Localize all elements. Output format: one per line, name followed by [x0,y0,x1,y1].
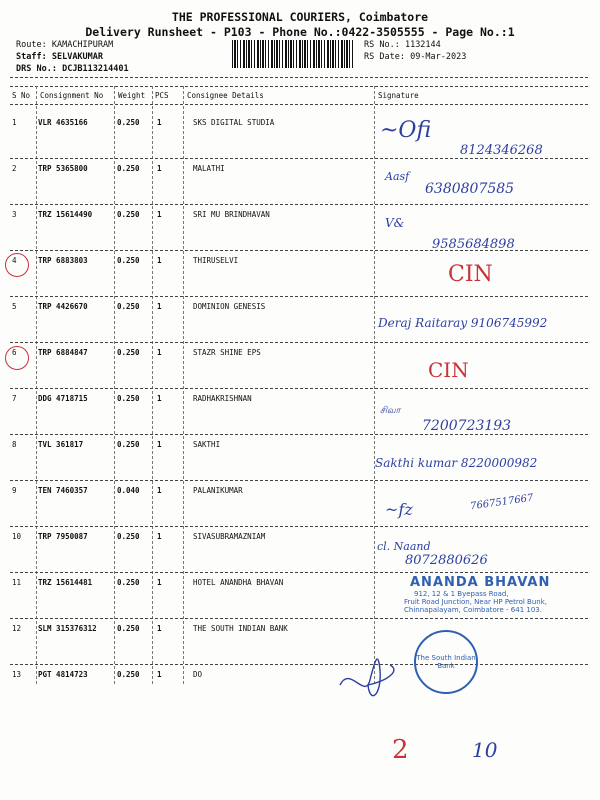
row-sno: 6 [12,348,17,357]
row-weight: 0.250 [117,348,140,357]
signature-10: cl. Naand [377,540,431,553]
col-header-weight: Weight [118,91,146,100]
rs-no-line: RS No.: 1132144 [364,40,441,50]
col-divider [374,86,375,684]
signature-1: ~Ofi [380,118,432,143]
row-weight: 0.250 [117,164,140,173]
handwritten-phone-10: 8072880626 [405,553,488,568]
row-consignment: DDG 4718715 [38,394,88,403]
col-header-consignee: Consignee Details [187,91,264,100]
header-rule [10,104,588,105]
row-weight: 0.250 [117,670,140,679]
handwritten-phone-9: 7667517667 [469,492,535,513]
row-pcs: 1 [157,486,162,495]
row-consignment: PGT 4814723 [38,670,88,679]
row-pcs: 1 [157,118,162,127]
row-pcs: 1 [157,624,162,633]
row-consignment: TVL 361817 [38,440,84,449]
row-consignee: SIVASUBRAMAZNIAM [193,532,266,541]
row-separator [10,204,588,205]
company-title: THE PROFESSIONAL COURIERS, Coimbatore [171,10,429,24]
row-consignment: TRZ 15614481 [38,578,93,587]
col-header-consignment: Consignment No [40,91,104,100]
row-separator [10,158,588,159]
row-consignment: SLM 315376312 [38,624,97,633]
route-line: Route: KAMACHIPURAM [16,40,114,50]
row-consignment: TEN 7460357 [38,486,88,495]
row-weight: 0.040 [117,486,140,495]
handwritten-phone-1: 8124346268 [460,143,543,158]
barcode [232,40,354,68]
row-pcs: 1 [157,670,162,679]
row-consignment: TRP 6884847 [38,348,88,357]
staff-line: Staff: SELVAKUMAR [16,52,104,62]
row-weight: 0.250 [117,210,140,219]
rs-date-line: RS Date: 09-Mar-2023 [364,52,467,62]
row-consignee: DO [193,670,203,679]
row-weight: 0.250 [117,624,140,633]
row-weight: 0.250 [117,578,140,587]
row-pcs: 1 [157,302,162,311]
row-consignee: RADHAKRISHNAN [193,394,252,403]
row-pcs: 1 [157,532,162,541]
handwritten-sign-8: Sakthi kumar 8220000982 [375,456,538,470]
row-separator [10,526,588,527]
row-sno: 8 [12,440,17,449]
row-consignee: MALATHI [193,164,225,173]
footer-mark-left: 2 [392,735,409,765]
row-separator [10,388,588,389]
cin-mark-4: CIN [448,262,493,287]
row-consignee: SAKTHI [193,440,221,449]
col-divider [36,86,37,684]
row-separator [10,480,588,481]
col-divider [183,86,184,684]
signature-3: V& [385,216,405,230]
row-separator [10,434,588,435]
row-separator [10,572,588,573]
row-sno: 9 [12,486,17,495]
row-separator [10,296,588,297]
handwritten-sign-5: Deraj Raitaray 9106745992 [378,316,548,330]
table-top-rule [10,77,588,78]
row-sno: 4 [12,256,17,265]
row-sno: 11 [12,578,22,587]
row-consignee: HOTEL ANANDHA BHAVAN [193,578,284,587]
row-separator [10,664,588,665]
signature-2: Aasf [385,170,410,183]
runsheet-title: Delivery Runsheet - P103 - Phone No.:0422-3505555 - Page No.:1 [85,25,515,39]
row-consignee: DOMINION GENESIS [193,302,266,311]
row-separator [10,342,588,343]
company-stamp: ANANDA BHAVAN 912, 12 & 1 Byepass Road, Fruit Road Junction, Near HP Petrol Bunk, Chinnapalayam, Coimbatore - 641 103. [404,575,551,614]
col-header-pcs: PCS [155,91,169,100]
table-rule [10,86,588,87]
row-consignment: TRP 7950087 [38,532,88,541]
row-sno: 2 [12,164,17,173]
red-circle-mark [5,253,29,277]
col-header-sno: S No [12,91,31,100]
row-consignee: SRI MU BRINDHAVAN [193,210,270,219]
red-circle-mark [5,346,29,370]
cin-mark-6: CIN [428,358,469,382]
row-sno: 5 [12,302,17,311]
row-sno: 12 [12,624,22,633]
row-weight: 0.250 [117,256,140,265]
row-sno: 13 [12,670,22,679]
col-divider [114,86,115,684]
row-weight: 0.250 [117,118,140,127]
signature-7: சிவா [380,406,401,416]
handwritten-phone-2: 6380807585 [425,181,515,197]
row-consignment: TRP 4426670 [38,302,88,311]
col-divider [152,86,153,684]
row-consignment: VLR 4635166 [38,118,88,127]
row-pcs: 1 [157,440,162,449]
row-consignment: TRP 6883803 [38,256,88,265]
footer-mark-right: 10 [472,738,498,762]
row-weight: 0.250 [117,532,140,541]
row-weight: 0.250 [117,440,140,449]
row-weight: 0.250 [117,394,140,403]
row-sno: 3 [12,210,17,219]
row-consignee: SKS DIGITAL STUDIA [193,118,275,127]
signature-9: ~fz [385,500,413,519]
bank-seal: The South Indian Bank [414,630,478,694]
row-pcs: 1 [157,348,162,357]
row-consignment: TRP 5365800 [38,164,88,173]
row-sno: 1 [12,118,17,127]
row-weight: 0.250 [117,302,140,311]
row-sno: 7 [12,394,17,403]
handwritten-phone-3: 9585684898 [432,237,515,252]
row-pcs: 1 [157,394,162,403]
row-consignee: PALANIKUMAR [193,486,243,495]
row-consignment: TRZ 15614490 [38,210,93,219]
row-pcs: 1 [157,210,162,219]
row-sno: 10 [12,532,22,541]
row-consignee: THE SOUTH INDIAN BANK [193,624,288,633]
handwritten-phone-7: 7200723193 [422,418,512,434]
drs-line: DRS No.: DCJB113214401 [16,64,129,74]
row-pcs: 1 [157,164,162,173]
scribble-signature [330,640,410,710]
row-pcs: 1 [157,256,162,265]
row-pcs: 1 [157,578,162,587]
row-consignee: THIRUSELVI [193,256,239,265]
row-consignee: STAZR SHINE EPS [193,348,261,357]
col-header-signature: Signature [378,91,419,100]
